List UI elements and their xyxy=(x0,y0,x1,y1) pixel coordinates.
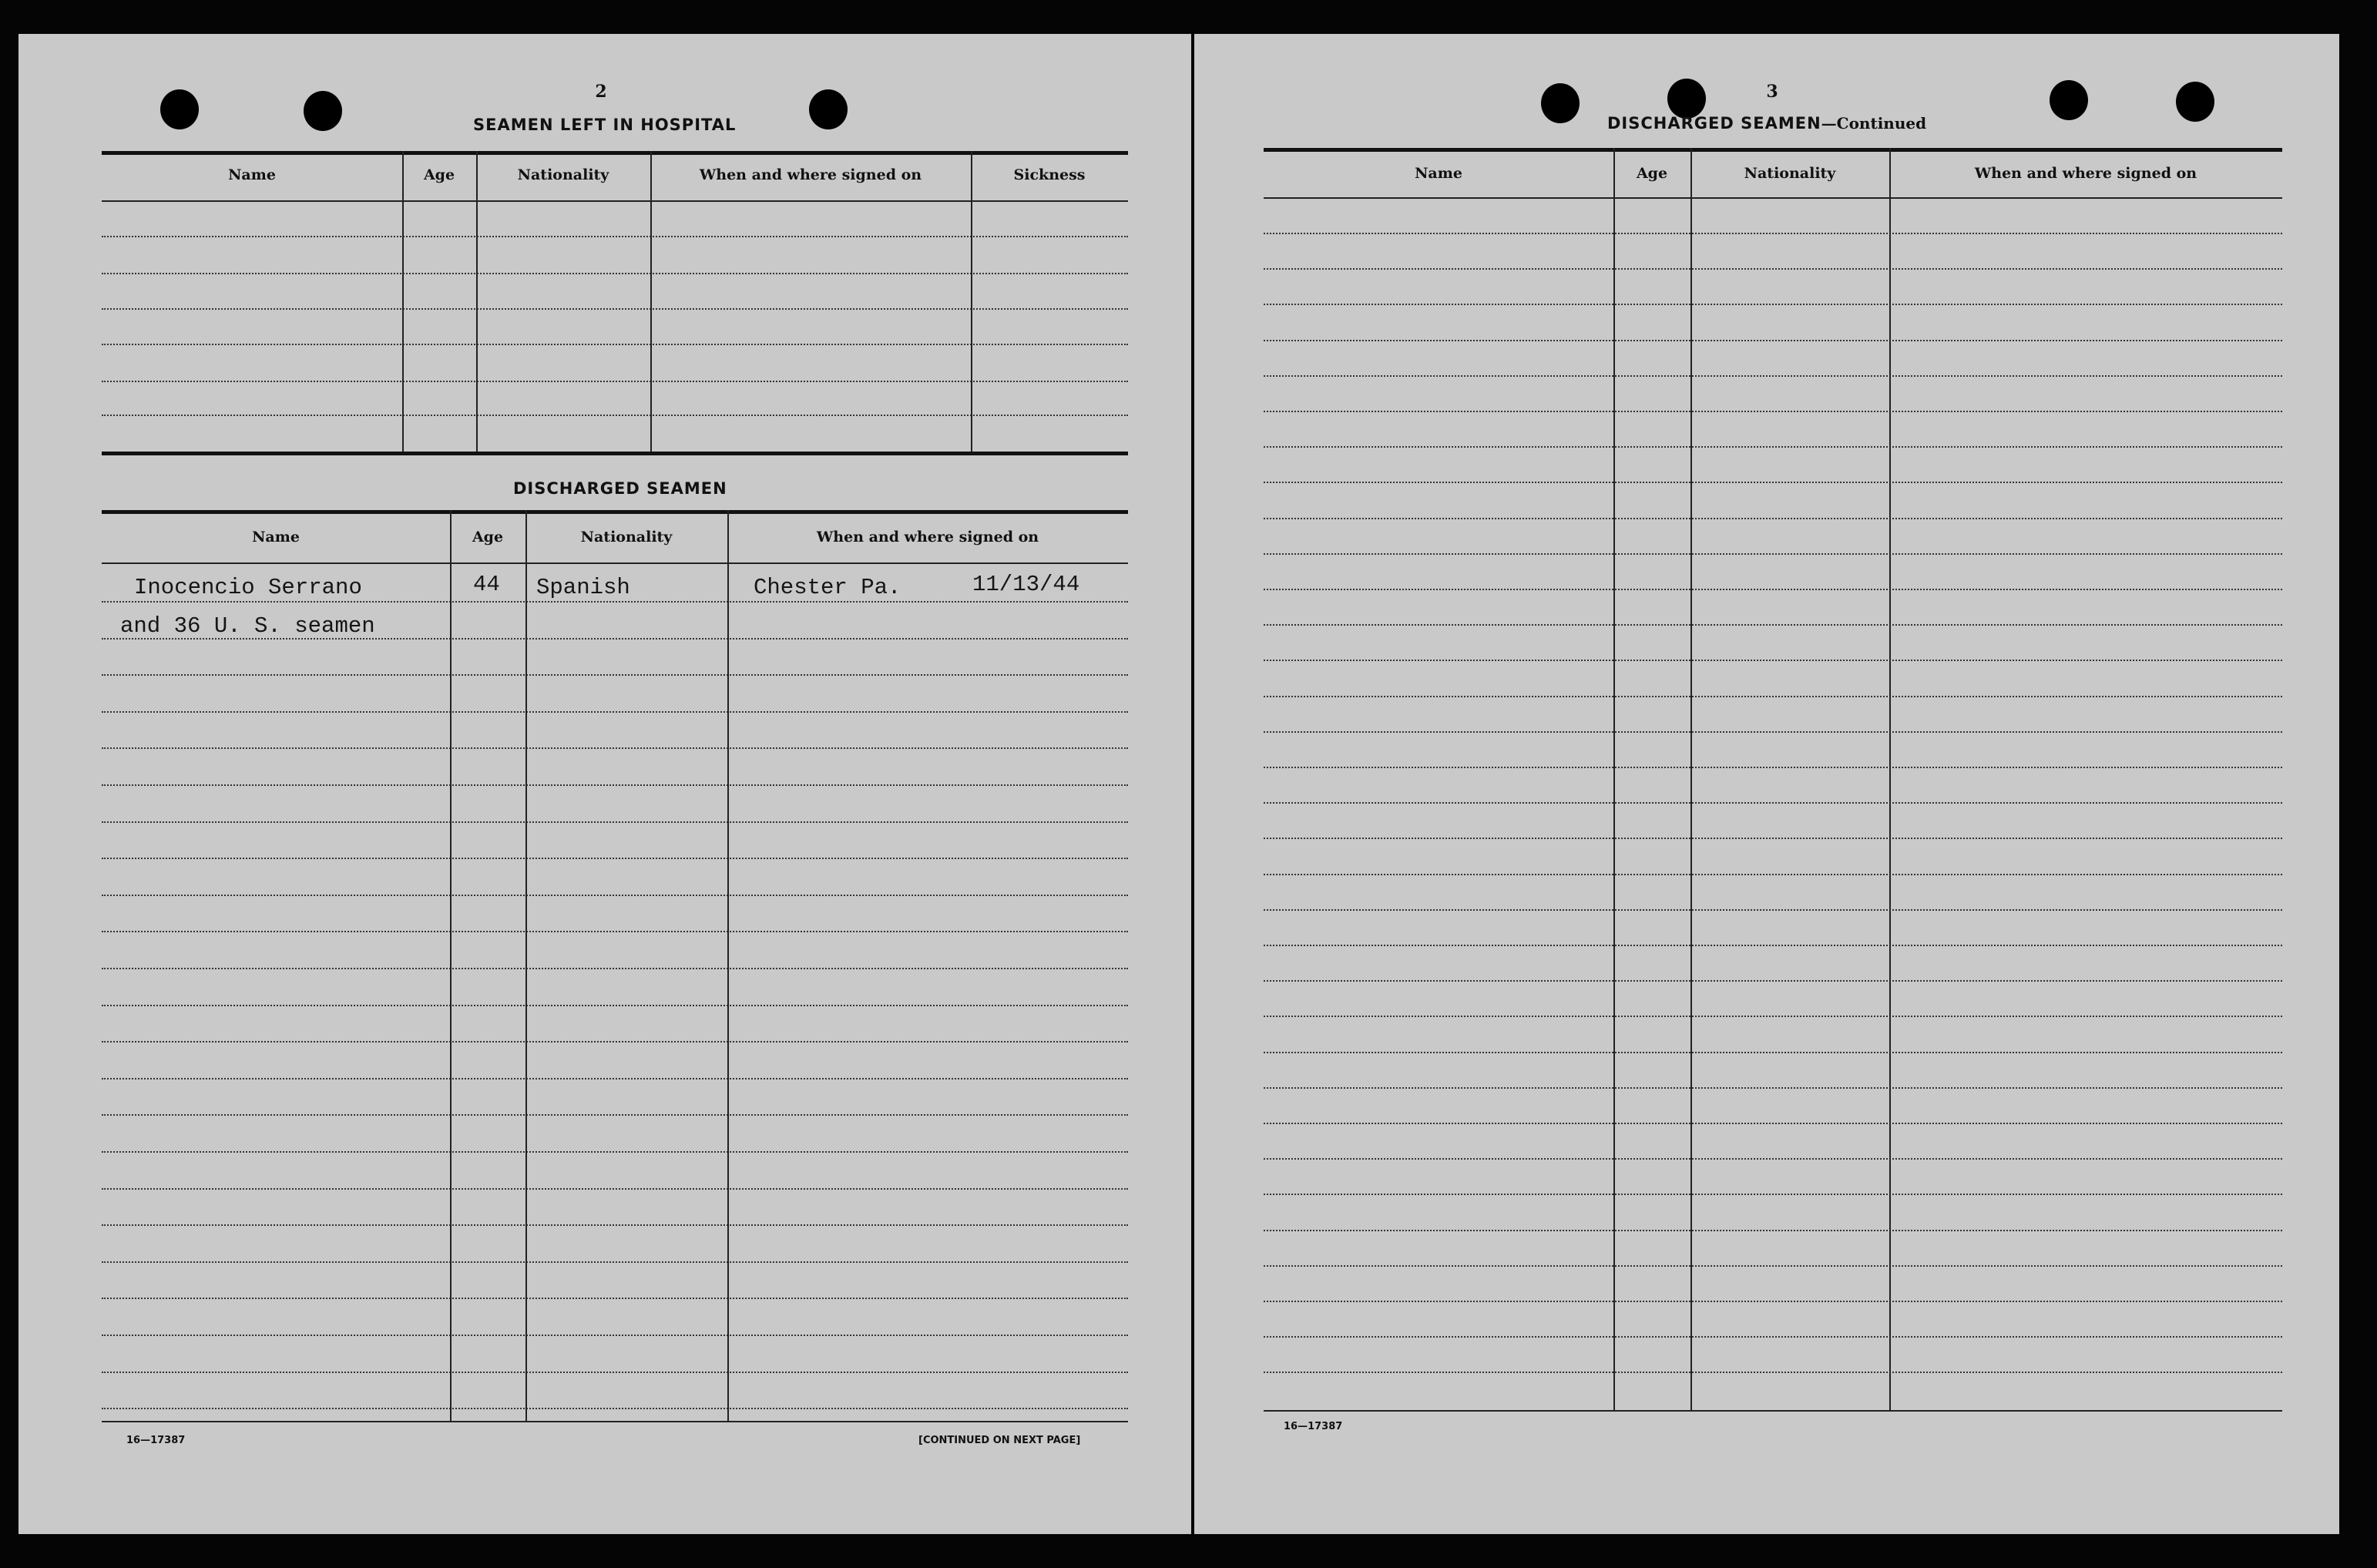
form-row-line xyxy=(102,931,1128,932)
punch-hole xyxy=(1541,83,1580,123)
form-row-line xyxy=(1264,482,2282,483)
discharged-section-title: DISCHARGED SEAMEN xyxy=(513,479,727,498)
col-header-signed-on: When and where signed on xyxy=(816,529,1039,546)
form-row-line xyxy=(102,601,1128,603)
form-row-line xyxy=(1264,1372,2282,1373)
form-row-line xyxy=(102,1005,1128,1006)
punch-hole xyxy=(160,89,199,129)
seaman-name-continued: and 36 U. S. seamen xyxy=(120,613,375,639)
col-header-name: Name xyxy=(1415,165,1462,182)
form-row-line xyxy=(1264,375,2282,377)
form-row-line xyxy=(102,1298,1128,1299)
form-row-line xyxy=(102,1114,1128,1116)
form-row-line xyxy=(102,1372,1128,1373)
col-header-age: Age xyxy=(423,166,455,183)
form-row-line xyxy=(102,1078,1128,1079)
form-row-line xyxy=(102,1261,1128,1263)
form-row-line xyxy=(1264,1301,2282,1302)
form-row-line xyxy=(1264,1087,2282,1089)
form-row-line xyxy=(1264,1194,2282,1195)
form-row-line xyxy=(102,1041,1128,1043)
form-row-line xyxy=(1264,802,2282,804)
punch-hole xyxy=(2176,82,2214,122)
form-row-line xyxy=(102,821,1128,823)
form-code: 16—17387 xyxy=(1284,1421,1343,1432)
col-header-name: Name xyxy=(252,529,300,546)
form-row-line xyxy=(1264,589,2282,590)
col-header-nationality: Nationality xyxy=(580,529,673,546)
form-row-line xyxy=(1264,696,2282,697)
page-number: 2 xyxy=(595,82,607,102)
form-row-line xyxy=(102,858,1128,859)
right-page xyxy=(1194,34,2339,1534)
left-page xyxy=(18,34,1191,1534)
punch-hole xyxy=(809,89,848,129)
title-main: DISCHARGED SEAMEN xyxy=(1607,114,1821,133)
form-row-line xyxy=(1264,1336,2282,1338)
form-row-line xyxy=(1264,767,2282,768)
form-row-line xyxy=(1264,1052,2282,1053)
form-row-line xyxy=(102,968,1128,969)
form-row-line xyxy=(1264,838,2282,839)
form-row-line xyxy=(1264,1016,2282,1017)
form-row-line xyxy=(1264,1265,2282,1267)
form-row-line xyxy=(1264,624,2282,626)
form-row-line xyxy=(1264,1158,2282,1160)
form-row-line xyxy=(1264,553,2282,555)
form-row-line xyxy=(1264,874,2282,875)
seaman-name: Inocencio Serrano xyxy=(134,575,362,600)
form-row-line xyxy=(102,895,1128,896)
punch-hole xyxy=(2050,80,2088,120)
hospital-section-title: SEAMEN LEFT IN HOSPITAL xyxy=(473,116,737,134)
form-row-line xyxy=(1264,268,2282,270)
form-row-line xyxy=(102,747,1128,749)
col-header-signed-on: When and where signed on xyxy=(1974,165,2197,182)
col-header-age: Age xyxy=(1636,165,1668,182)
form-row-line xyxy=(1264,980,2282,982)
col-header-nationality: Nationality xyxy=(1744,165,1836,182)
form-row-line xyxy=(102,1408,1128,1409)
form-row-line xyxy=(1264,945,2282,946)
form-row-line xyxy=(1264,446,2282,448)
form-row-line xyxy=(1264,909,2282,911)
form-row-line xyxy=(102,1188,1128,1190)
page-number: 3 xyxy=(1766,82,1778,102)
form-row-line xyxy=(1264,340,2282,341)
seaman-signed-date: 11/13/44 xyxy=(972,572,1080,597)
form-row-line xyxy=(102,1224,1128,1226)
form-row-line xyxy=(1264,411,2282,412)
form-row-line xyxy=(102,711,1128,713)
form-row-line xyxy=(102,674,1128,676)
form-code: 16—17387 xyxy=(126,1435,186,1446)
form-row-line xyxy=(1264,731,2282,733)
col-header-age: Age xyxy=(472,529,504,546)
form-row-line xyxy=(1264,233,2282,234)
form-row-line xyxy=(1264,1123,2282,1124)
seaman-age: 44 xyxy=(473,572,500,597)
form-row-line xyxy=(1264,660,2282,661)
punch-hole xyxy=(304,91,342,131)
punch-hole xyxy=(1667,79,1706,119)
seaman-signed-place: Chester Pa. xyxy=(754,575,901,600)
continued-note: [CONTINUED ON NEXT PAGE] xyxy=(918,1435,1081,1446)
col-header-signed-on: When and where signed on xyxy=(699,166,922,183)
title-continued: —Continued xyxy=(1821,114,1927,133)
form-row-line xyxy=(102,1151,1128,1153)
col-header-sickness: Sickness xyxy=(1013,166,1086,183)
discharged-continued-title xyxy=(1607,114,1926,133)
seaman-nationality: Spanish xyxy=(536,575,630,600)
form-row-line xyxy=(1264,304,2282,305)
form-row-line xyxy=(102,1335,1128,1336)
form-row-line xyxy=(1264,1230,2282,1231)
col-header-name: Name xyxy=(228,166,276,183)
col-header-nationality: Nationality xyxy=(517,166,609,183)
form-row-line xyxy=(1264,518,2282,519)
form-row-line xyxy=(102,784,1128,786)
